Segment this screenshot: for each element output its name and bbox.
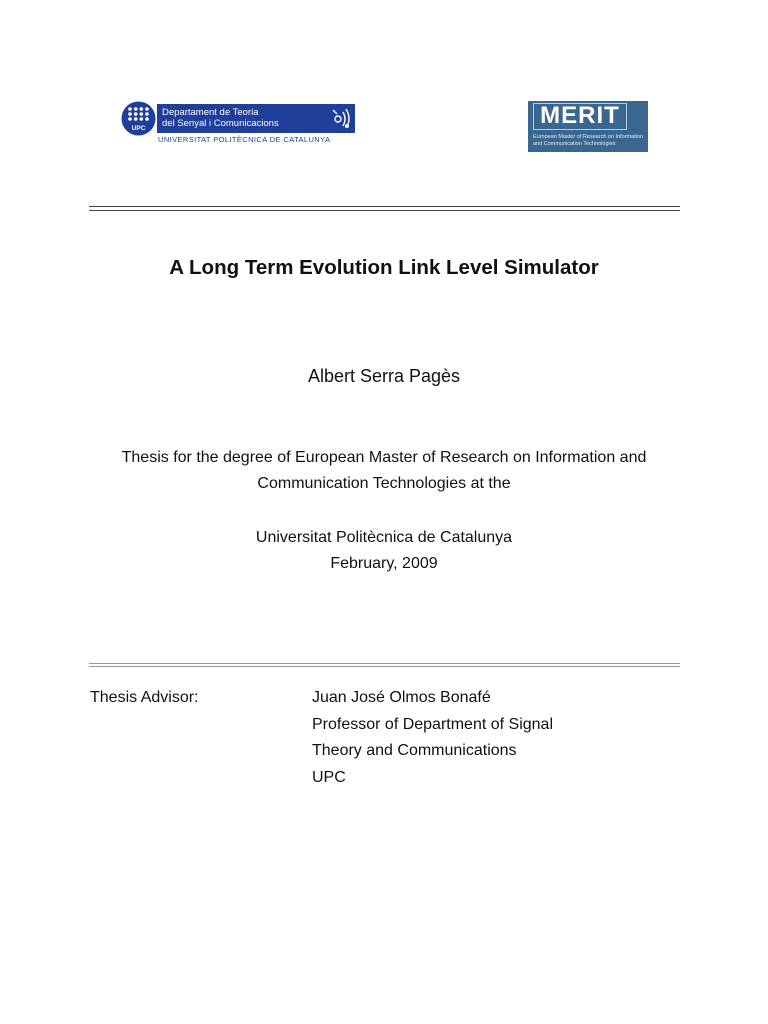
merit-subtitle-line-1: European Master of Research on Information: [533, 134, 644, 140]
degree-line-2: Communication Technologies at the: [257, 475, 511, 492]
merit-subtitle-line-2: and Communication Technologies: [533, 141, 616, 147]
advisor-position-line-2: Theory and Communications: [312, 742, 517, 759]
advisor-institution: UPC: [312, 769, 346, 786]
merit-logo: [528, 101, 648, 152]
advisor-position-line-1: Professor of Department of Signal: [312, 716, 554, 733]
thesis-title: A Long Term Evolution Link Level Simulator: [169, 256, 599, 279]
submission-date: February, 2009: [330, 555, 438, 572]
merit-wordmark: MERIT: [533, 103, 627, 130]
degree-line-1: Thesis for the degree of European Master of Research on Information and: [121, 449, 647, 466]
upc-seal-icon: [121, 101, 156, 136]
author-name: Albert Serra Pagès: [307, 366, 461, 386]
upc-department-banner: [157, 104, 355, 133]
upc-seal-text: UPC: [131, 125, 146, 132]
institution-name: Universitat Politècnica de Catalunya: [255, 529, 513, 546]
upc-university-name: UNIVERSITAT POLITÈCNICA DE CATALUNYA: [158, 135, 331, 144]
upc-banner-line-1: Departament de Teoria: [162, 107, 259, 118]
advisor-label: Thesis Advisor:: [90, 689, 199, 706]
signal-waves-icon: [330, 106, 352, 131]
upc-banner-line-2: del Senyal i Comunicacions: [162, 118, 279, 129]
middle-divider: [89, 663, 680, 667]
top-divider: [89, 206, 680, 211]
advisor-name: Juan José Olmos Bonafé: [312, 689, 491, 706]
upc-logo: [121, 101, 357, 147]
